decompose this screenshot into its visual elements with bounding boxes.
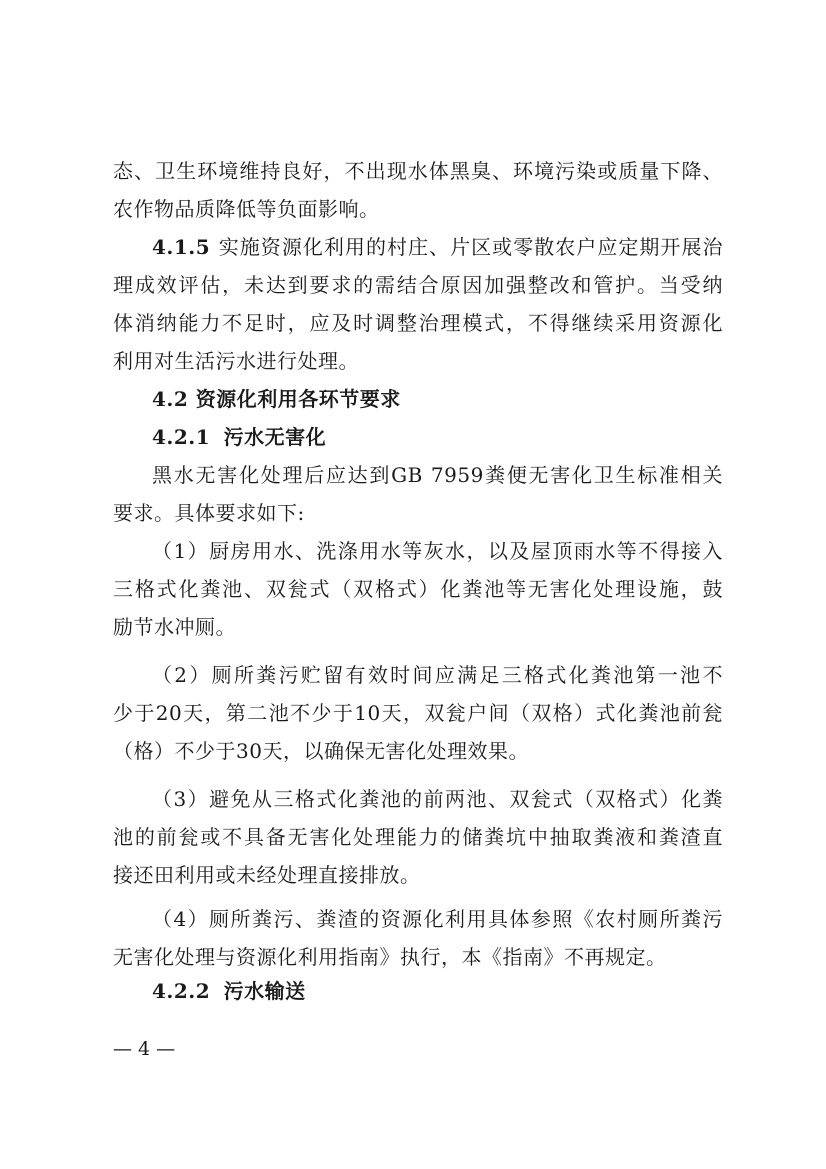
section-heading-4-2: 4.2 资源化利用各环节要求	[152, 387, 401, 411]
list-item-line: 少于20天，第二池不少于10天，双瓮户间（双格）式化粪池前瓮	[113, 701, 723, 725]
paragraph-line: 黑水无害化处理后应达到GB 7959粪便无害化卫生标准相关	[152, 463, 723, 487]
paragraph-line: 理成效评估，未达到要求的需结合原因加强整改和管护。当受纳	[113, 273, 723, 297]
list-item-line: （2）厕所粪污贮留有效时间应满足三格式化粪池第一池不	[152, 663, 723, 687]
paragraph-line: 体消纳能力不足时，应及时调整治理模式，不得继续采用资源化	[113, 311, 723, 335]
list-item-line: （3）避免从三格式化粪池的前两池、双瓮式（双格式）化粪	[152, 787, 723, 811]
paragraph-line: 利用对生活污水进行处理。	[113, 349, 359, 373]
subsection-title: 污水无害化	[223, 425, 327, 449]
list-item-line: （4）厕所粪污、粪渣的资源化利用具体参照《农村厕所粪污	[152, 907, 723, 931]
clause-number: 4.2.1	[152, 425, 211, 449]
subsection-heading-4-2-1	[152, 418, 723, 456]
subsection-heading-4-2-2	[152, 972, 723, 1010]
paragraph-line: 农作物品质降低等负面影响。	[113, 197, 380, 221]
list-item-line: （1）厨房用水、洗涤用水等灰水，以及屋顶雨水等不得接入	[152, 539, 723, 563]
paragraph-line: 态、卫生环境维持良好，不出现水体黑臭、环境污染或质量下降、	[113, 159, 723, 183]
paragraph-line: 实施资源化利用的村庄、片区或零散农户应定期开展治	[218, 235, 723, 259]
list-item-line: 励节水冲厕。	[113, 615, 236, 639]
clause-number: 4.2.2	[152, 979, 211, 1003]
list-item-line: （格）不少于30天，以确保无害化处理效果。	[113, 739, 529, 763]
list-item-line: 三格式化粪池、双瓮式（双格式）化粪池等无害化处理设施，鼓	[113, 577, 723, 601]
list-item-line: 接还田利用或未经处理直接排放。	[113, 863, 421, 887]
clause-number: 4.1.5	[152, 235, 211, 259]
page-number: — 4 —	[113, 1038, 176, 1060]
clause-4-1-5	[152, 228, 723, 266]
list-item-line: 无害化处理与资源化利用指南》执行，本《指南》不再规定。	[113, 945, 667, 969]
subsection-title: 污水输送	[223, 979, 306, 1003]
paragraph-line: 要求。具体要求如下:	[113, 501, 305, 525]
list-item-line: 池的前瓮或不具备无害化处理能力的储粪坑中抽取粪液和粪渣直	[113, 825, 723, 849]
